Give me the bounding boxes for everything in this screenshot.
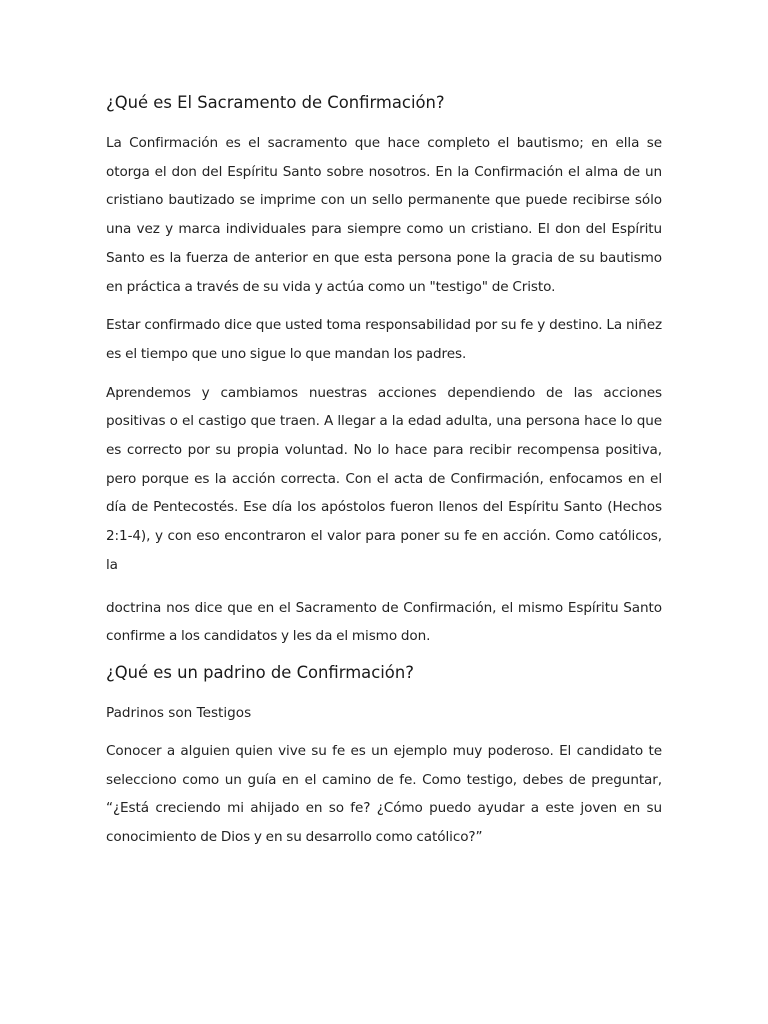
- heading-padrino-confirmacion: ¿Qué es un padrino de Confirmación?: [106, 662, 414, 682]
- paragraph-estar-confirmado: Estar confirmado dice que usted toma responsabilidad por su fe y destino. La niñez es el tiempo que uno sigue lo que mandan los padres.: [106, 317, 662, 362]
- document-page: [106, 91, 662, 862]
- paragraph-doctrina: doctrina nos dice que en el Sacramento de Confirmación, el mismo Espíritu Santo confirme a los candidatos y les da el mismo don.: [106, 599, 662, 645]
- paragraph-confirmacion-definicion: La Confirmación es el sacramento que hace completo el bautismo; en ella se otorga el don del Espíritu Santo sobre nosotros. En la Confirmación el alma de un cristiano bautizado se imprime con un sello permanente que puede recibirse sólo una vez y marca individuales para siempre como un cristiano. El don del Espíritu Santo es la fuerza de anterior en que esta persona pone la gracia de su bautismo en práctica a través de su vida y actúa como un "testigo" de Cristo.: [106, 135, 662, 295]
- paragraph-aprendemos: Aprendemos y cambiamos nuestras acciones dependiendo de las acciones positivas o el castigo que traen. A llegar a la edad adulta, una persona hace lo que es correcto por su propia voluntad. No lo hace para recibir recompensa positiva, pero porque es la acción correcta. Con el acta de Confirmación, enfocamos en el día de Pentecostés. Ese día los apóstolos fueron llenos del Espíritu Santo (Hechos 2:1-4), y con eso encontraron el valor para poner su fe en acción. Como católicos, la: [106, 384, 662, 573]
- paragraph-conocer-alguien: Conocer a alguien quien vive su fe es un ejemplo muy poderoso. El candidato te selecciono como un guía en el camino de fe. Como testigo, debes de preguntar, “¿Está creciendo mi ahijado en so fe? ¿Cómo puedo ayudar a este joven en su conocimiento de Dios y en su desarrollo como católico?”: [106, 742, 662, 846]
- subheading-padrinos-testigos: Padrinos son Testigos: [106, 704, 252, 721]
- heading-sacramento-confirmacion: ¿Qué es El Sacramento de Confirmación?: [106, 93, 445, 112]
